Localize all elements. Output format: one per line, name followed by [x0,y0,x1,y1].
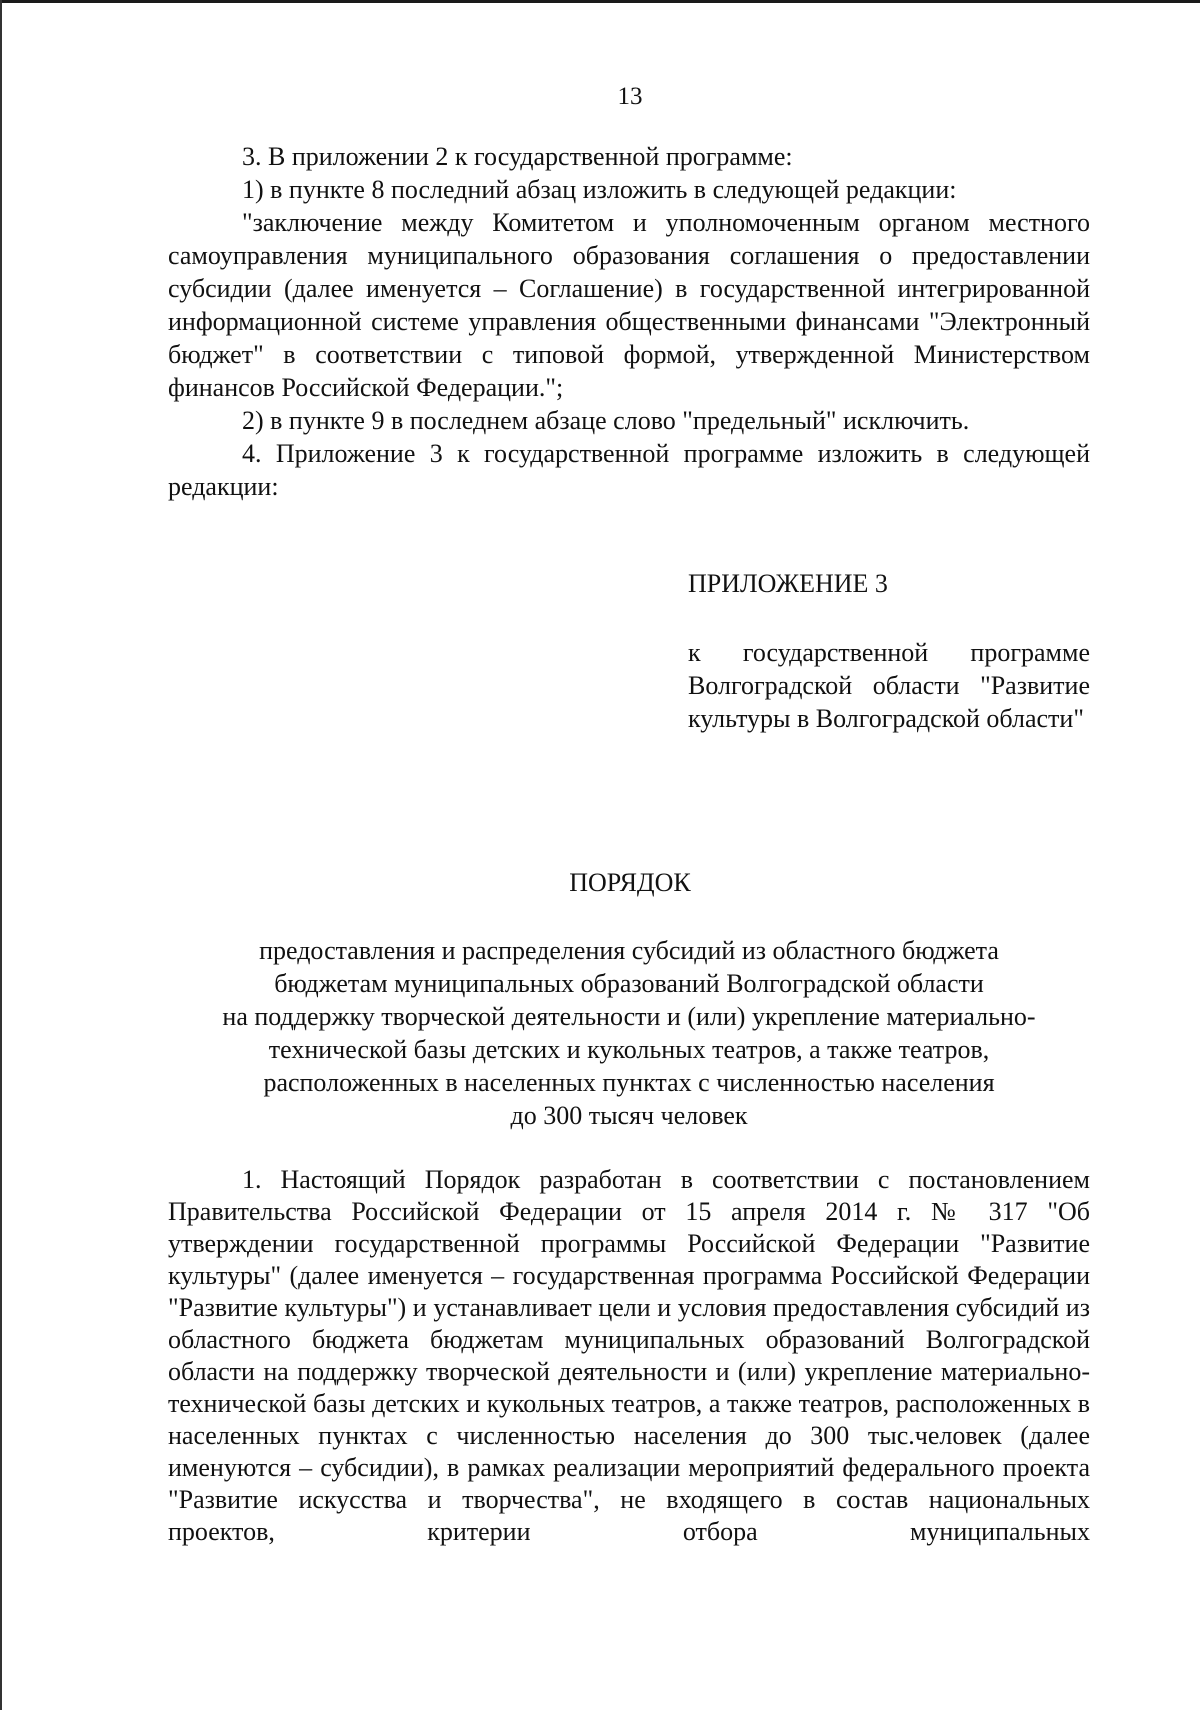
appendix-note: к государственной программе Волгоградской области "Развитие культуры в Волгоградской области" [688,638,1090,733]
item3-sub1: 1) в пункте 8 последний абзац изложить в следующей редакции: [242,175,957,204]
scan-edge-top [0,0,1200,3]
order-subtitle [168,934,1090,1132]
order-subtitle-line: до 300 тысяч человек [510,1101,748,1130]
scan-edge-left [0,0,2,1710]
item3-sub2: 2) в пункте 9 в последнем абзаце слово "предельный" исключить. [242,406,970,435]
order-subtitle-line: расположенных в населенных пунктах с численностью населения [263,1068,995,1097]
item3-quote: "заключение между Комитетом и уполномоченным органом местного самоуправления муниципального образования соглашения о предоставлении субсидии (далее именуется – Соглашение) в государственной интегрированной информационной системе управления общественными финансами "Электронный бюджет" в соответствии с типовой формой, утвержденной Министерством финансов Российской Федерации."; [168,208,1090,402]
order-subtitle-line: бюджетам муниципальных образований Волгоградской области [274,969,984,998]
item3-intro: 3. В приложении 2 к государственной программе: [242,142,793,171]
order-title: ПОРЯДОК [569,868,691,897]
order-subtitle-line: на поддержку творческой деятельности и (или) укрепление материально- [222,1002,1036,1031]
page-number: 13 [617,83,643,110]
item4: 4. Приложение 3 к государственной программе изложить в следующей редакции: [168,439,1090,501]
appendix-title: ПРИЛОЖЕНИЕ 3 [688,569,888,598]
order-subtitle-line: технической базы детских и кукольных театров, а также театров, [268,1035,990,1064]
amendments-block [168,140,1090,503]
order-subtitle-line: предоставления и распределения субсидий из областного бюджета [259,936,999,965]
order-section-1 [168,1164,1090,1548]
section-1-paragraph: 1. Настоящий Порядок разработан в соответствии с постановлением Правительства Российской Федерации от 15 апреля 2014 г. № 317 "Об утверждении государственной программы Российской Федерации "Развитие культуры" (далее именуется – государственная программа Российской Федерации "Развитие культуры") и устанавливает цели и условия предоставления субсидий из областного бюджета бюджетам муниципальных образований Волгоградской области на поддержку творческой деятельности и (или) укрепление материально-технической базы детских и кукольных театров, а также театров, расположенных в населенных пунктах с численностью населения до 300 тыс.человек (далее именуются – субсидии), в рамках реализации мероприятий федерального проекта "Развитие искусства и творчества", не входящего в состав национальных проектов, критерии отбора муниципальных [168,1165,1090,1546]
